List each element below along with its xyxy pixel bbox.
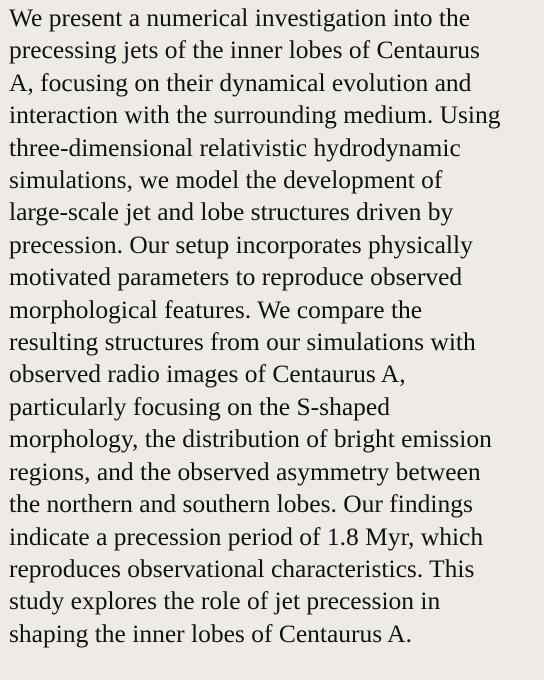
abstract-line: We present a numerical investigation into the (9, 3, 471, 32)
abstract-line: precession. Our setup incorporates physically (9, 229, 473, 259)
abstract-line: interaction with the surrounding medium. Using (9, 100, 501, 130)
abstract-line: simulations, we model the development of (9, 165, 443, 195)
abstract-line: morphology, the distribution of bright emission (9, 424, 492, 454)
abstract-line: resulting structures from our simulations with (9, 327, 476, 357)
abstract-line: regions, and the observed asymmetry between (9, 456, 481, 486)
abstract-line: three-dimensional relativistic hydrodynamic (9, 132, 461, 162)
abstract-line: shaping the inner lobes of Centaurus A. (9, 618, 412, 648)
abstract-line: observed radio images of Centaurus A, (9, 359, 406, 389)
abstract-line: study explores the role of jet precession in (9, 586, 441, 616)
abstract-line: particularly focusing on the S-shaped (9, 391, 390, 421)
abstract-text (9, 0, 539, 650)
abstract-line: morphological features. We compare the (9, 294, 423, 324)
abstract-line: precessing jets of the inner lobes of Centaurus (9, 35, 480, 65)
abstract-line: the northern and southern lobes. Our findings (9, 489, 473, 519)
abstract-line: large-scale jet and lobe structures driven by (9, 197, 454, 227)
abstract-line: indicate a precession period of 1.8 Myr, which (9, 521, 484, 551)
abstract-line: A, focusing on their dynamical evolution and (9, 67, 472, 97)
abstract-line: reproduces observational characteristics. This (9, 553, 475, 583)
abstract-line: motivated parameters to reproduce observed (9, 262, 463, 292)
